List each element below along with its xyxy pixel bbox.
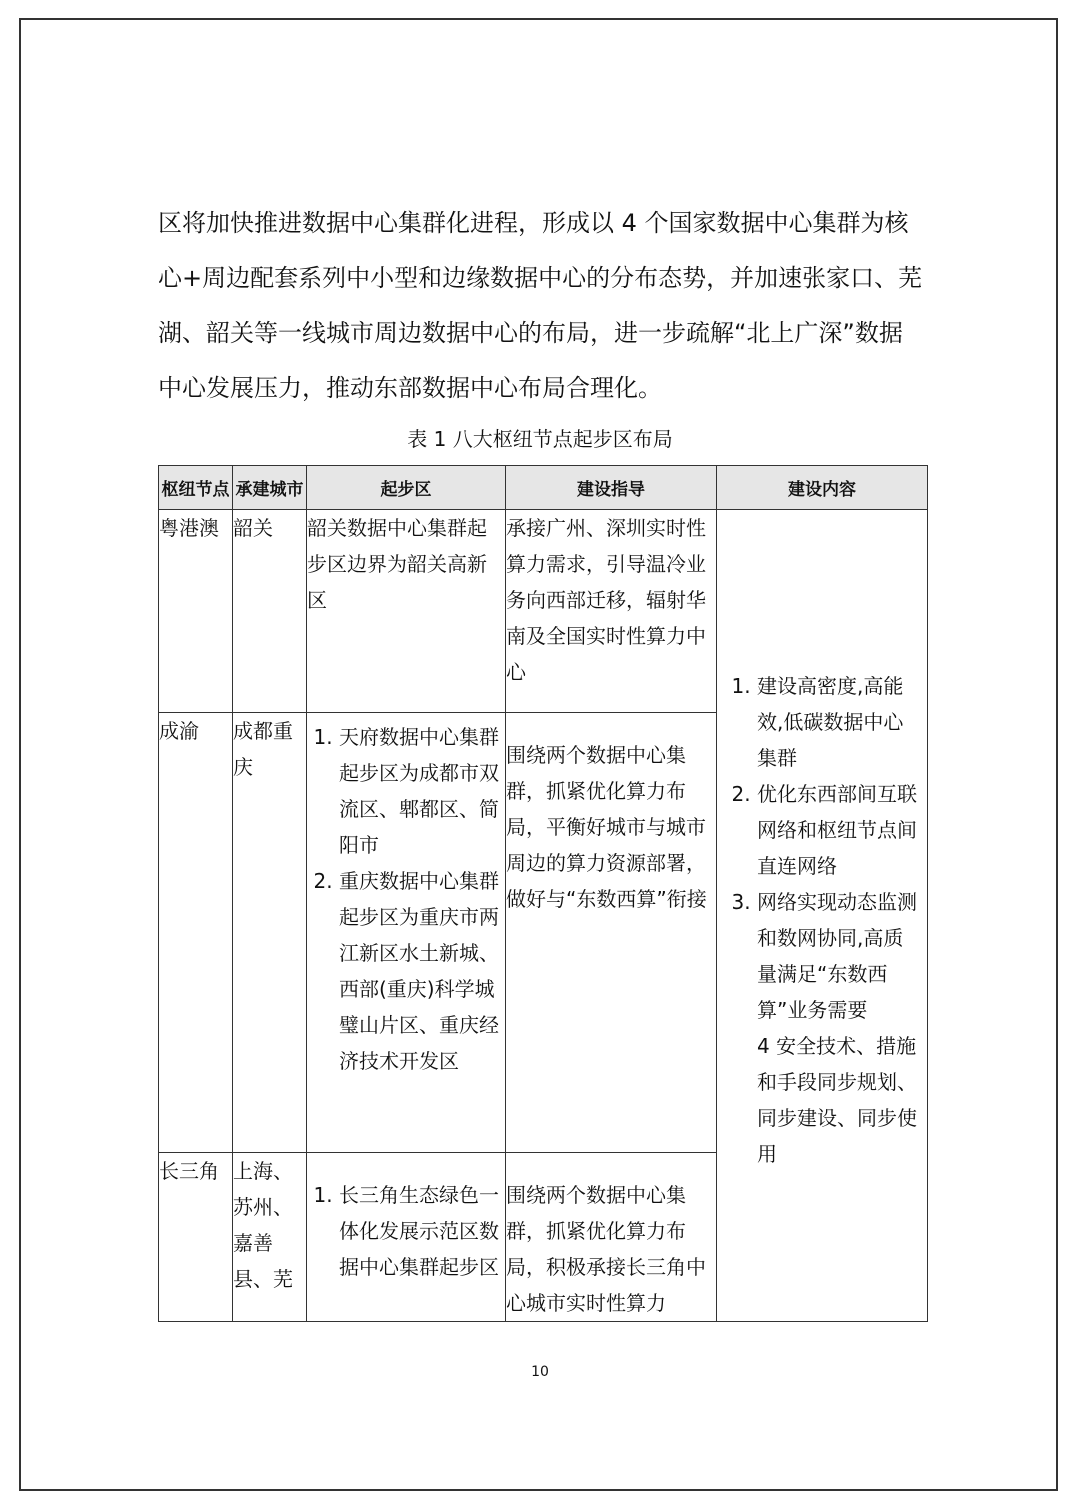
cell-node: 粤港澳 (159, 510, 233, 713)
content-list (717, 668, 927, 1028)
body-paragraph (158, 196, 938, 416)
header-content: 建设内容 (717, 466, 928, 510)
paragraph-line: 心+周边配套系列中小型和边缘数据中心的分布态势，并加速张家口、芜 (158, 264, 923, 292)
paragraph-line: 中心发展压力，推动东部数据中心布局合理化。 (158, 374, 662, 402)
cell-zone (307, 713, 506, 1153)
header-node: 枢纽节点 (159, 466, 233, 510)
cell-node: 成渝 (159, 713, 233, 1153)
page-number: 10 (531, 1364, 549, 1380)
header-guide: 建设指导 (506, 466, 717, 510)
paragraph-line: 区将加快推进数据中心集群化进程，形成以 4 个国家数据中心集群为核 (158, 209, 909, 237)
cell-guide: 围绕两个数据中心集群，抓紧优化算力布局，积极承接长三角中心城市实时性算力 (506, 1153, 717, 1322)
zone-list (307, 1153, 505, 1285)
cell-zone (307, 1153, 506, 1322)
cell-guide: 围绕两个数据中心集群，抓紧优化算力布局，平衡好城市与城市周边的算力资源部署，做好与“东数西算”衔接 (506, 713, 717, 1153)
content-extra: 4 安全技术、措施和手段同步规划、同步建设、同步使用 (757, 1033, 917, 1166)
cell-guide: 承接广州、深圳实时性算力需求，引导温冷业务向西部迁移，辐射华南及全国实时性算力中心 (506, 510, 717, 713)
cell-zone: 韶关数据中心集群起步区边界为韶关高新区 (307, 510, 506, 713)
cell-city: 韶关 (233, 510, 307, 713)
content-item: 3. 网络实现动态监测和数网协同,高质量满足“东数西算”业务需要 (757, 884, 917, 1028)
table-caption: 表 1 八大枢纽节点起步区布局 (407, 427, 673, 451)
header-zone: 起步区 (307, 466, 506, 510)
cell-content (717, 510, 928, 1322)
zone-list (307, 713, 505, 1079)
zone-item: 1. 长三角生态绿色一体化发展示范区数据中心集群起步区 (339, 1177, 499, 1285)
content-item: 2. 优化东西部间互联网络和枢纽节点间直连网络 (757, 776, 917, 884)
cell-city: 上海、苏州、嘉善县、芜 (233, 1153, 307, 1322)
zone-item: 2. 重庆数据中心集群起步区为重庆市两江新区水土新城、西部(重庆)科学城璧山片区、重庆经济技术开发区 (339, 863, 499, 1079)
table-row (159, 510, 928, 713)
hub-node-table (158, 465, 928, 1322)
zone-item: 1. 天府数据中心集群起步区为成都市双流区、郫都区、简阳市 (339, 719, 499, 863)
cell-city: 成都重庆 (233, 713, 307, 1153)
content-block (717, 660, 927, 1172)
cell-node: 长三角 (159, 1153, 233, 1322)
content-item: 1. 建设高密度,高能效,低碳数据中心集群 (757, 668, 917, 776)
header-city: 承建城市 (233, 466, 307, 510)
table-header-row (159, 466, 928, 510)
paragraph-line: 湖、韶关等一线城市周边数据中心的布局，进一步疏解“北上广深”数据 (158, 319, 903, 347)
